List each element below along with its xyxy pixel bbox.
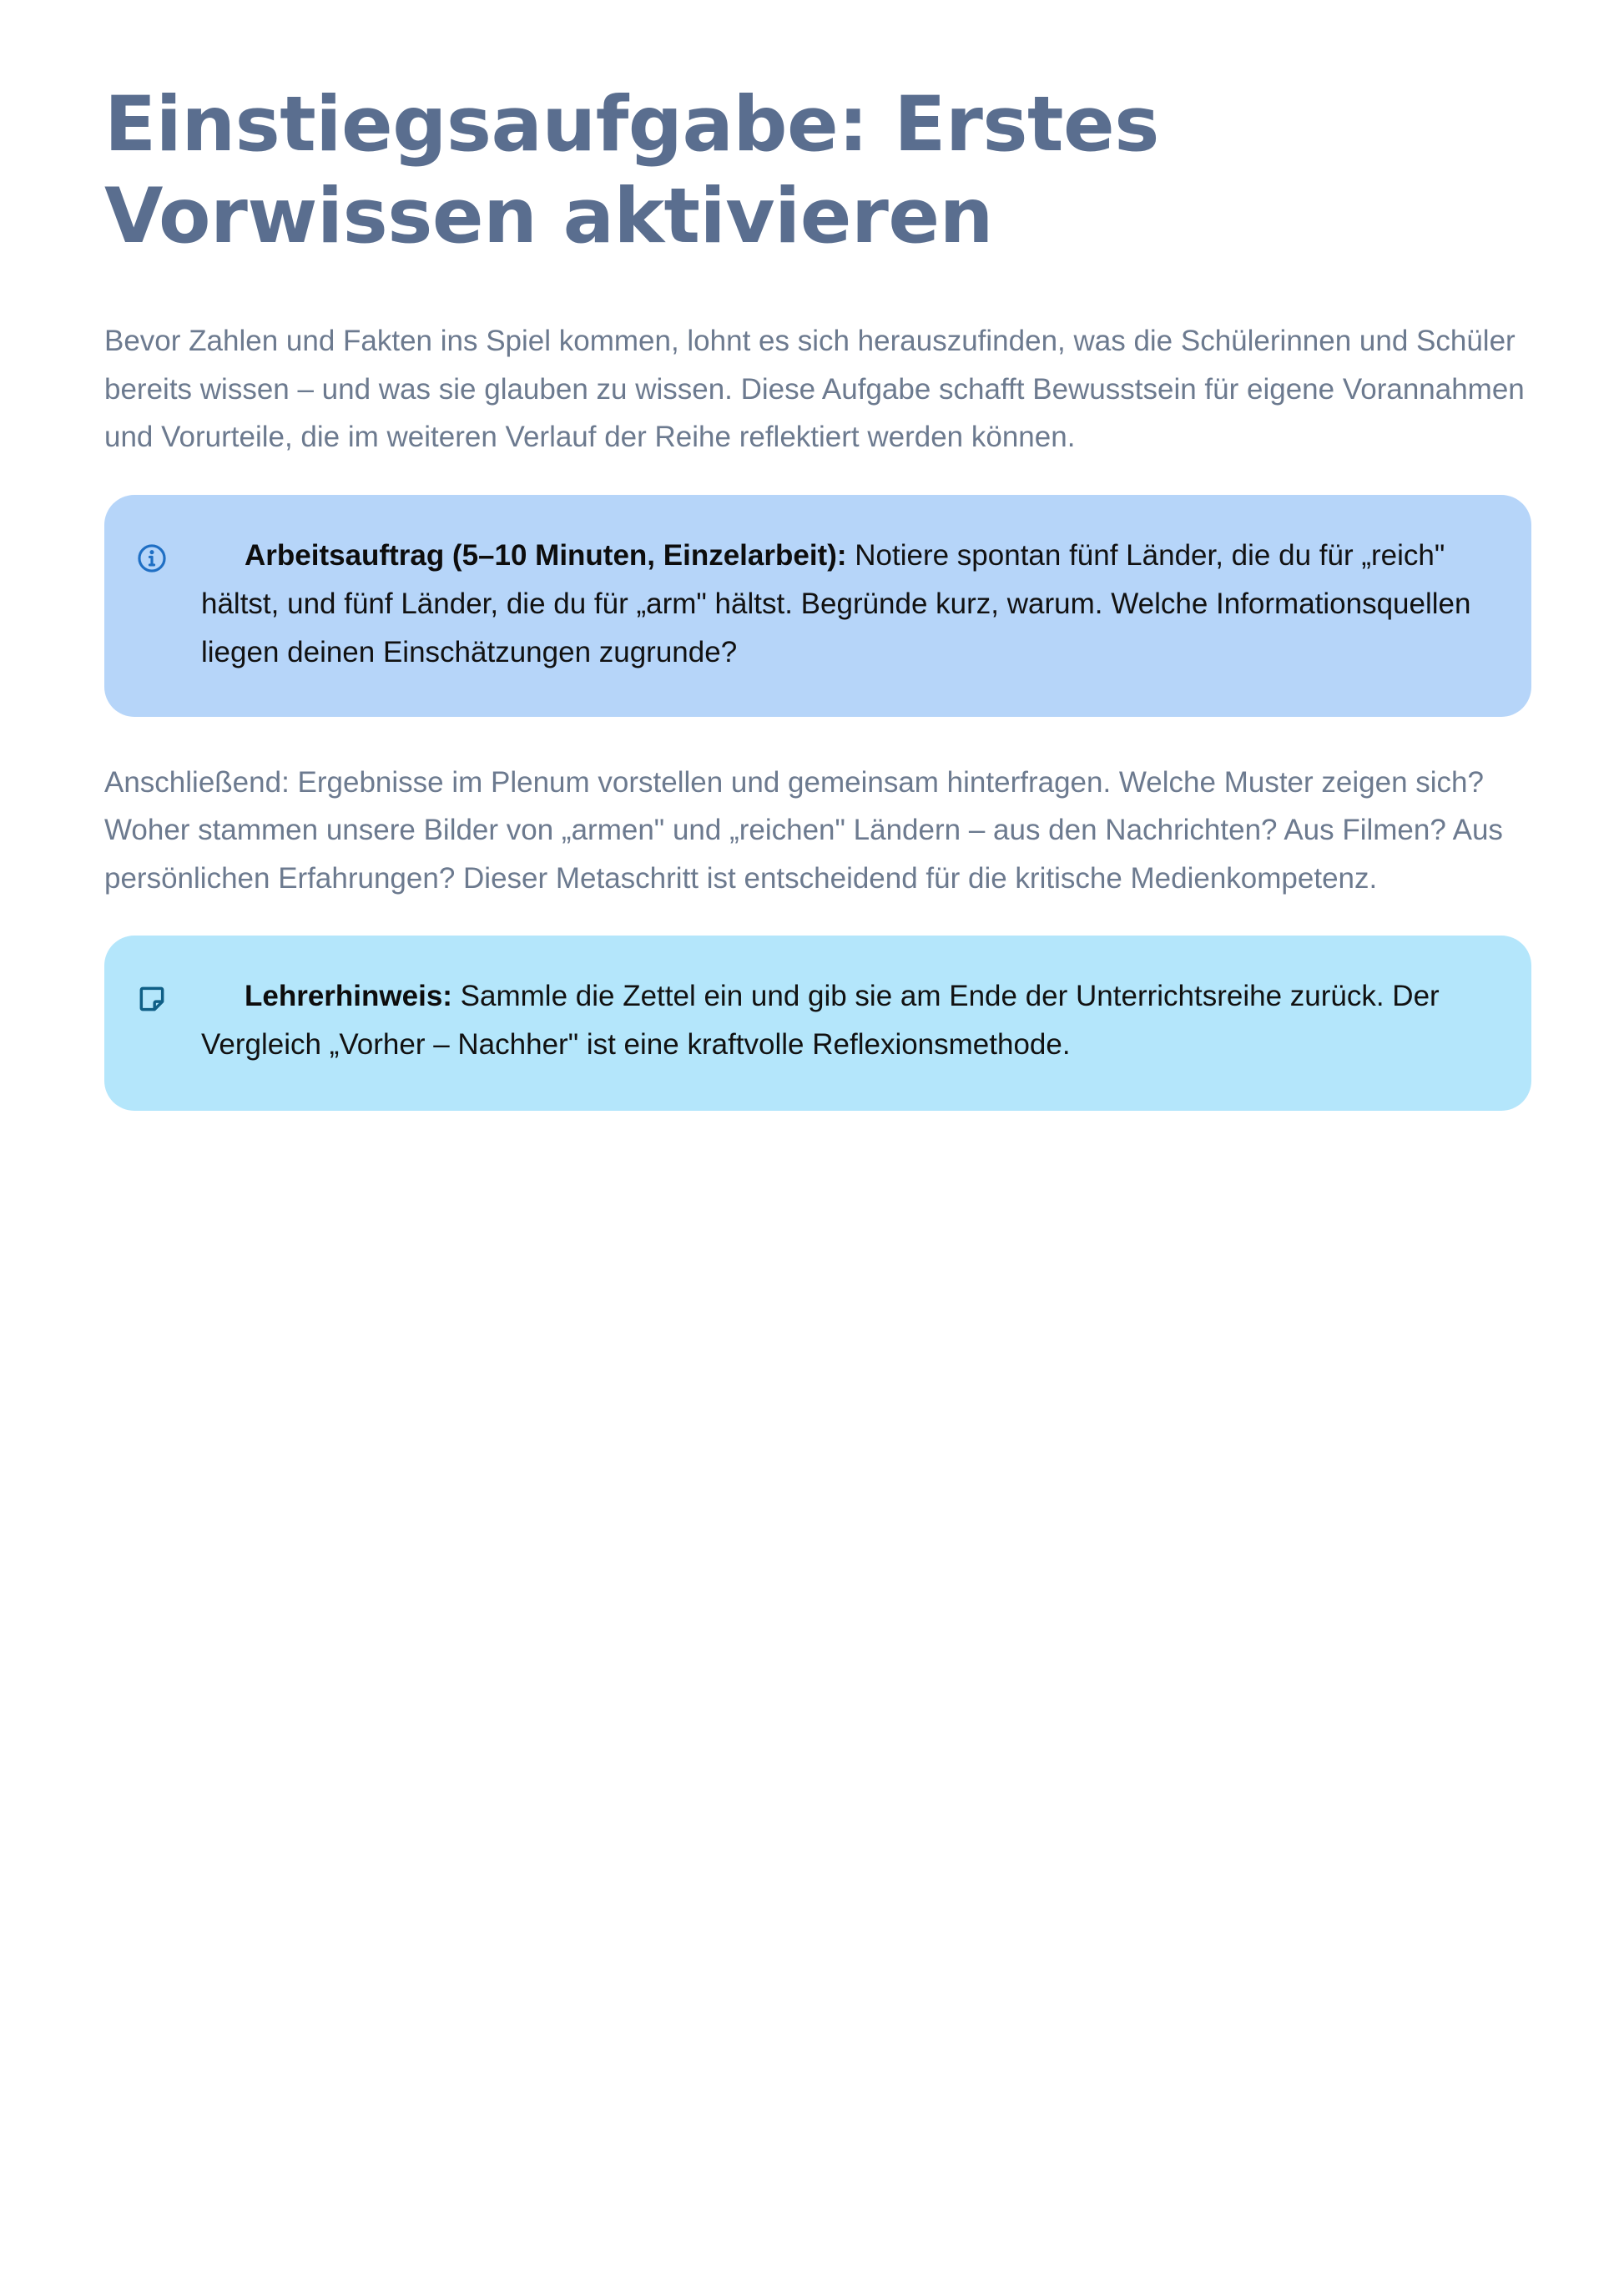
task-callout-body: Notiere spontan fünf Länder, die du für „reich" hältst, und fünf Länder, die du für „arm" hältst. Begründe kurz, warum. Welche Informationsquellen liegen deinen Einschätzungen zugrunde? xyxy=(201,538,1471,668)
task-callout-label: Arbeitsauftrag (5–10 Minuten, Einzelarbeit): xyxy=(245,538,847,572)
teacher-note-body: Sammle die Zettel ein und gib sie am Ende der Unterrichtsreihe zurück. Der Vergleich „Vorher – Nachher" ist eine kraftvolle Reflexionsmethode. xyxy=(201,980,1440,1061)
teacher-note-label: Lehrerhinweis: xyxy=(245,980,452,1012)
task-callout xyxy=(104,495,1531,717)
page-title: Einstiegsaufgabe: Erstes Vorwissen aktivieren xyxy=(104,81,1159,260)
info-icon xyxy=(136,541,168,572)
intro-paragraph: Bevor Zahlen und Fakten ins Spiel kommen, lohnt es sich herauszufinden, was die Schülerinnen und Schüler bereits wissen – und was sie glauben zu wissen. Diese Aufgabe schafft Bewusstsein für eigene Vorannahmen und Vorurteile, die im weiteren Verlauf der Reihe reflektiert werden können. xyxy=(104,325,1525,453)
document-page xyxy=(104,79,1531,1111)
teacher-note-text xyxy=(201,972,1498,1069)
followup-paragraph: Anschließend: Ergebnisse im Plenum vorstellen und gemeinsam hinterfragen. Welche Muster zeigen sich? Woher stammen unsere Bilder von „armen" und „reichen" Ländern – aus den Nachrichten? Aus Filmen? Aus persönlichen Erfahrungen? Dieser Metaschritt ist entscheidend für die kritische Medienkompetenz. xyxy=(104,765,1503,895)
task-callout-text xyxy=(201,532,1498,677)
sticky-note-icon xyxy=(136,981,168,1013)
teacher-note-callout xyxy=(104,936,1531,1111)
